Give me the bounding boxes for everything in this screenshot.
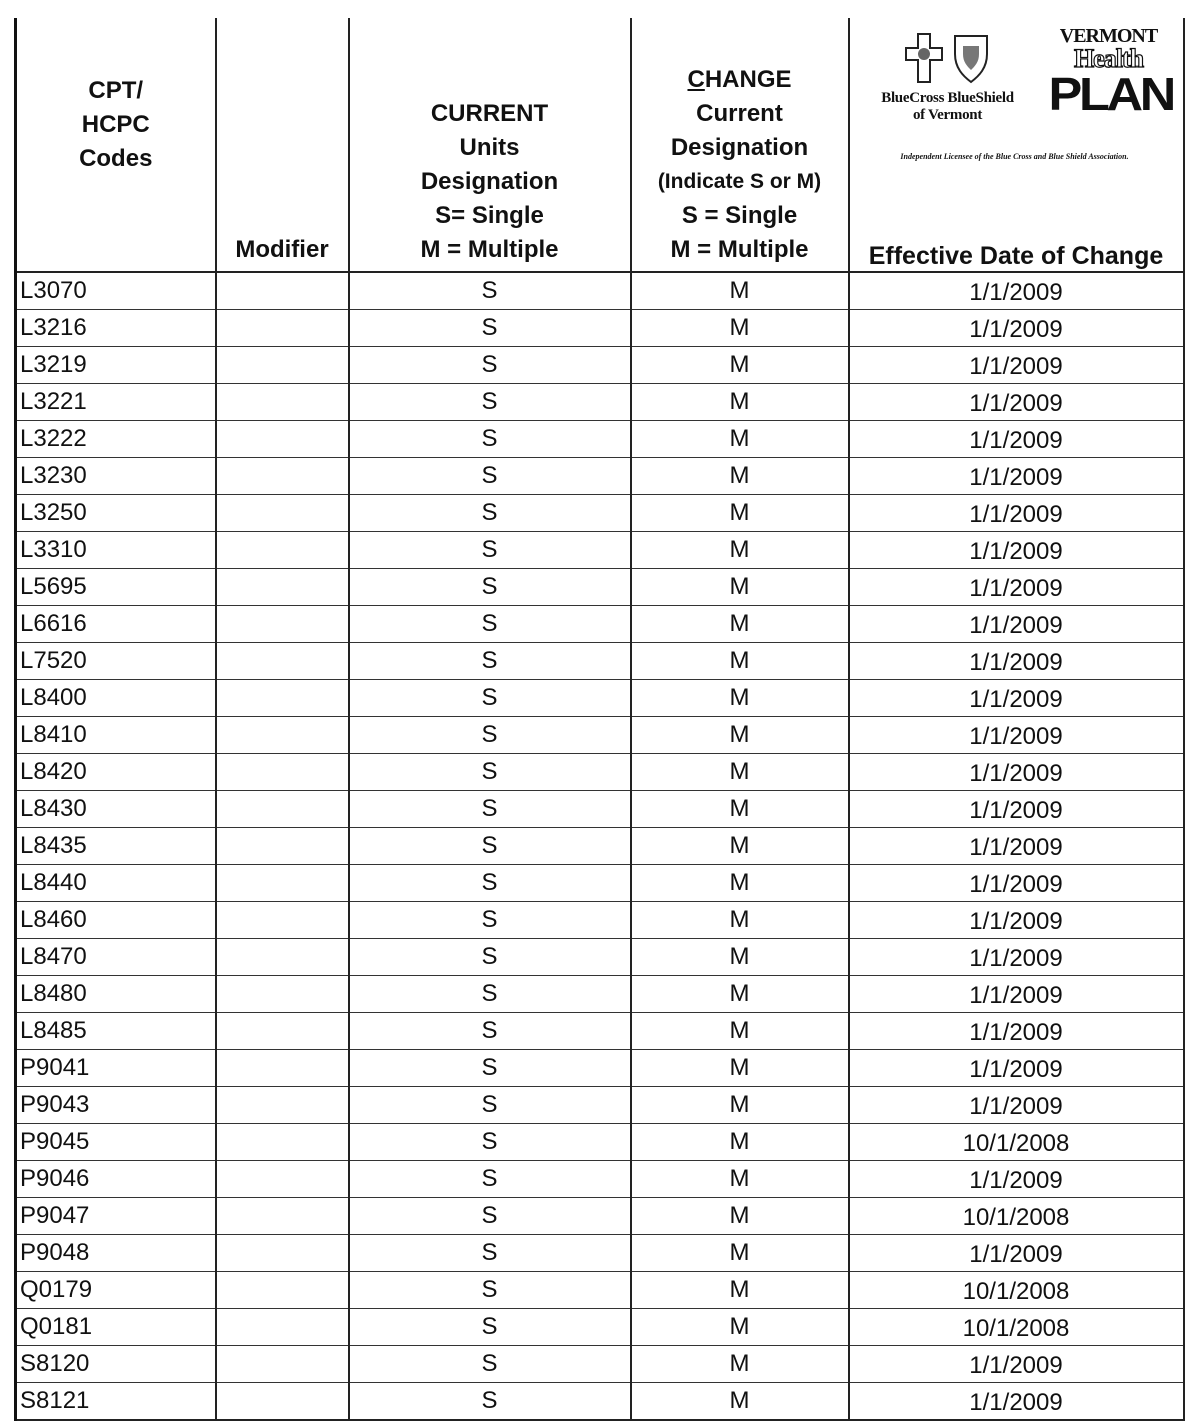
- current-designation-cell: S: [349, 1383, 631, 1421]
- table-row: [16, 717, 1184, 754]
- blue-shield-icon: [951, 32, 991, 84]
- code-cell: L8485: [16, 1013, 216, 1050]
- change-header-line: M = Multiple: [670, 236, 809, 263]
- current-designation-cell: S: [349, 1309, 631, 1346]
- effective-date-cell: 1/1/2009: [849, 1050, 1184, 1087]
- current-header-line: S= Single: [435, 202, 544, 229]
- effective-date-cell: 1/1/2009: [849, 458, 1184, 495]
- change-designation-cell: M: [631, 532, 849, 569]
- modifier-cell: [216, 569, 349, 606]
- code-cell: L3222: [16, 421, 216, 458]
- code-cell: L3310: [16, 532, 216, 569]
- code-cell: P9045: [16, 1124, 216, 1161]
- header-row: [16, 18, 1184, 272]
- code-cell: L8440: [16, 865, 216, 902]
- modifier-cell: [216, 680, 349, 717]
- table-row: [16, 347, 1184, 384]
- effective-date-cell: 1/1/2009: [849, 754, 1184, 791]
- modifier-cell: [216, 458, 349, 495]
- effective-date-cell: 1/1/2009: [849, 569, 1184, 606]
- modifier-cell: [216, 1383, 349, 1421]
- table-row: [16, 791, 1184, 828]
- modifier-cell: [216, 384, 349, 421]
- code-column-header: [16, 18, 216, 272]
- code-cell: L8435: [16, 828, 216, 865]
- table-row: [16, 310, 1184, 347]
- table-row: [16, 939, 1184, 976]
- licensee-statement: Independent Licensee of the Blue Cross and Blue Shield Association.: [900, 152, 1129, 161]
- modifier-cell: [216, 1346, 349, 1383]
- insurer-logos: [856, 26, 1174, 176]
- table-row: [16, 754, 1184, 791]
- effective-date-cell: 10/1/2008: [849, 1198, 1184, 1235]
- unit-designation-table-wrap: [14, 18, 1182, 1416]
- code-cell: L8400: [16, 680, 216, 717]
- effective-date-cell: 1/1/2009: [849, 606, 1184, 643]
- table-row: [16, 569, 1184, 606]
- change-designation-cell: M: [631, 569, 849, 606]
- change-designation-cell: M: [631, 828, 849, 865]
- current-designation-cell: S: [349, 606, 631, 643]
- effective-date-cell: 1/1/2009: [849, 272, 1184, 310]
- modifier-cell: [216, 310, 349, 347]
- table-row: [16, 1346, 1184, 1383]
- code-cell: L3230: [16, 458, 216, 495]
- modifier-header-label: Modifier: [235, 236, 329, 263]
- effective-date-cell: 1/1/2009: [849, 865, 1184, 902]
- current-designation-cell: S: [349, 717, 631, 754]
- table-row: [16, 384, 1184, 421]
- effective-date-cell: 1/1/2009: [849, 976, 1184, 1013]
- change-header-line: Current: [696, 100, 783, 127]
- modifier-cell: [216, 347, 349, 384]
- effective-date-cell: 1/1/2009: [849, 1383, 1184, 1421]
- bcbs-logo: [868, 32, 1028, 142]
- current-designation-cell: S: [349, 532, 631, 569]
- change-designation-cell: M: [631, 939, 849, 976]
- current-designation-cell: S: [349, 865, 631, 902]
- bcbs-symbols: [868, 32, 1028, 90]
- table-body: [16, 272, 1184, 1420]
- modifier-cell: [216, 1272, 349, 1309]
- modifier-cell: [216, 421, 349, 458]
- current-designation-cell: S: [349, 1087, 631, 1124]
- vermont-health-plan-logo: [1048, 25, 1173, 144]
- blue-cross-icon: [904, 32, 944, 84]
- change-designation-cell: M: [631, 458, 849, 495]
- modifier-cell: [216, 1124, 349, 1161]
- modifier-column-header: [216, 18, 349, 272]
- change-header-line: Designation: [670, 134, 809, 161]
- table-row: [16, 272, 1184, 310]
- effective-date-cell: 10/1/2008: [849, 1309, 1184, 1346]
- code-cell: P9047: [16, 1198, 216, 1235]
- table-row: [16, 643, 1184, 680]
- current-designation-cell: S: [349, 643, 631, 680]
- modifier-cell: [216, 272, 349, 310]
- effective-date-cell: 10/1/2008: [849, 1124, 1184, 1161]
- table-row: [16, 1124, 1184, 1161]
- table-row: [16, 1198, 1184, 1235]
- change-designation-cell: M: [631, 310, 849, 347]
- code-header-line: HCPC: [81, 110, 150, 138]
- current-designation-cell: S: [349, 828, 631, 865]
- modifier-cell: [216, 532, 349, 569]
- current-designation-cell: S: [349, 495, 631, 532]
- current-designation-cell: S: [349, 272, 631, 310]
- change-designation-cell: M: [631, 421, 849, 458]
- code-cell: L7520: [16, 643, 216, 680]
- code-cell: L5695: [16, 569, 216, 606]
- effective-date-cell: 1/1/2009: [849, 532, 1184, 569]
- code-cell: L8470: [16, 939, 216, 976]
- effective-date-cell: 1/1/2009: [849, 680, 1184, 717]
- change-designation-cell: M: [631, 1309, 849, 1346]
- change-underlined-letter: C: [687, 66, 705, 93]
- code-cell: L8480: [16, 976, 216, 1013]
- effective-date-cell: 1/1/2009: [849, 384, 1184, 421]
- vhp-health-word: Health: [1073, 44, 1144, 73]
- change-designation-cell: M: [631, 680, 849, 717]
- effective-date-cell: 1/1/2009: [849, 310, 1184, 347]
- modifier-cell: [216, 717, 349, 754]
- code-cell: Q0181: [16, 1309, 216, 1346]
- change-designation-cell: M: [631, 495, 849, 532]
- change-designation-cell: M: [631, 1087, 849, 1124]
- vhp-vermont-word: VERMONT: [1059, 25, 1158, 47]
- table-row: [16, 902, 1184, 939]
- table-row: [16, 1013, 1184, 1050]
- current-designation-cell: S: [349, 347, 631, 384]
- table-row: [16, 1383, 1184, 1421]
- modifier-cell: [216, 1198, 349, 1235]
- effective-date-cell: 1/1/2009: [849, 1161, 1184, 1198]
- change-designation-cell: M: [631, 1013, 849, 1050]
- effective-date-cell: 1/1/2009: [849, 717, 1184, 754]
- current-header-line: M = Multiple: [420, 236, 559, 263]
- change-designation-cell: M: [631, 1235, 849, 1272]
- effective-date-cell: 1/1/2009: [849, 1235, 1184, 1272]
- table-row: [16, 1235, 1184, 1272]
- table-row: [16, 976, 1184, 1013]
- table-row: [16, 606, 1184, 643]
- effective-date-cell: 1/1/2009: [849, 347, 1184, 384]
- code-cell: L3070: [16, 272, 216, 310]
- table-row: [16, 828, 1184, 865]
- change-designation-cell: M: [631, 384, 849, 421]
- change-designation-cell: M: [631, 643, 849, 680]
- current-header-line: Units: [459, 134, 520, 161]
- table-row: [16, 421, 1184, 458]
- current-designation-cell: S: [349, 680, 631, 717]
- effective-date-cell: 1/1/2009: [849, 828, 1184, 865]
- code-cell: L3221: [16, 384, 216, 421]
- code-cell: P9041: [16, 1050, 216, 1087]
- modifier-cell: [216, 1050, 349, 1087]
- change-designation-cell: M: [631, 754, 849, 791]
- current-designation-column-header: [349, 18, 631, 272]
- modifier-cell: [216, 1161, 349, 1198]
- effective-date-cell: 1/1/2009: [849, 1013, 1184, 1050]
- effective-date-cell: 1/1/2009: [849, 1346, 1184, 1383]
- current-designation-cell: S: [349, 1050, 631, 1087]
- effective-date-cell: 1/1/2009: [849, 791, 1184, 828]
- code-cell: S8121: [16, 1383, 216, 1421]
- current-designation-cell: S: [349, 384, 631, 421]
- change-designation-cell: M: [631, 272, 849, 310]
- table-row: [16, 1309, 1184, 1346]
- current-designation-cell: S: [349, 1161, 631, 1198]
- current-designation-cell: S: [349, 569, 631, 606]
- unit-designation-table: [14, 18, 1185, 1421]
- modifier-cell: [216, 495, 349, 532]
- change-designation-cell: M: [631, 865, 849, 902]
- code-cell: L8430: [16, 791, 216, 828]
- modifier-cell: [216, 606, 349, 643]
- table-row: [16, 1050, 1184, 1087]
- current-designation-cell: S: [349, 939, 631, 976]
- table-row: [16, 1272, 1184, 1309]
- effective-date-cell: 1/1/2009: [849, 421, 1184, 458]
- change-designation-cell: M: [631, 1161, 849, 1198]
- modifier-cell: [216, 791, 349, 828]
- change-designation-cell: M: [631, 1383, 849, 1421]
- current-designation-cell: S: [349, 421, 631, 458]
- code-cell: Q0179: [16, 1272, 216, 1309]
- bcbs-name-line: of Vermont: [912, 107, 983, 123]
- current-designation-cell: S: [349, 1235, 631, 1272]
- modifier-cell: [216, 754, 349, 791]
- change-designation-cell: M: [631, 1346, 849, 1383]
- table-row: [16, 680, 1184, 717]
- modifier-cell: [216, 828, 349, 865]
- current-designation-cell: S: [349, 1124, 631, 1161]
- current-designation-cell: S: [349, 1272, 631, 1309]
- current-designation-cell: S: [349, 976, 631, 1013]
- modifier-cell: [216, 902, 349, 939]
- effective-date-cell: 10/1/2008: [849, 1272, 1184, 1309]
- current-designation-cell: S: [349, 1013, 631, 1050]
- change-designation-cell: M: [631, 791, 849, 828]
- code-cell: L6616: [16, 606, 216, 643]
- table-row: [16, 495, 1184, 532]
- table-row: [16, 532, 1184, 569]
- current-designation-cell: S: [349, 754, 631, 791]
- change-designation-cell: M: [631, 347, 849, 384]
- code-cell: L8410: [16, 717, 216, 754]
- code-cell: S8120: [16, 1346, 216, 1383]
- change-designation-cell: M: [631, 606, 849, 643]
- code-cell: L8460: [16, 902, 216, 939]
- change-designation-cell: M: [631, 1124, 849, 1161]
- code-cell: P9046: [16, 1161, 216, 1198]
- change-header-line: (Indicate S or M): [657, 170, 822, 193]
- table-row: [16, 458, 1184, 495]
- modifier-cell: [216, 1013, 349, 1050]
- code-cell: L3250: [16, 495, 216, 532]
- vhp-plan-word: PLAN: [1048, 68, 1173, 120]
- current-designation-cell: S: [349, 902, 631, 939]
- change-designation-cell: M: [631, 717, 849, 754]
- change-designation-cell: M: [631, 1050, 849, 1087]
- change-designation-column-header: [631, 18, 849, 272]
- effective-date-cell: 1/1/2009: [849, 1087, 1184, 1124]
- code-cell: L3216: [16, 310, 216, 347]
- change-designation-cell: M: [631, 1272, 849, 1309]
- modifier-cell: [216, 1309, 349, 1346]
- table-row: [16, 865, 1184, 902]
- current-designation-cell: S: [349, 1198, 631, 1235]
- table-header: [16, 18, 1184, 272]
- effective-date-column-header: [849, 18, 1184, 272]
- modifier-cell: [216, 865, 349, 902]
- code-header-line: Codes: [79, 144, 153, 172]
- bcbs-name-line: BlueCross BlueShield: [881, 90, 1014, 106]
- change-designation-cell: M: [631, 902, 849, 939]
- effective-date-header-label: Effective Date of Change: [868, 242, 1164, 270]
- code-header-line: CPT/: [88, 76, 144, 104]
- modifier-cell: [216, 1087, 349, 1124]
- change-header-rest: HANGE: [704, 66, 792, 93]
- table-row: [16, 1087, 1184, 1124]
- effective-date-cell: 1/1/2009: [849, 643, 1184, 680]
- change-header-line: S = Single: [681, 202, 798, 229]
- current-designation-cell: S: [349, 791, 631, 828]
- table-row: [16, 1161, 1184, 1198]
- change-designation-cell: M: [631, 976, 849, 1013]
- change-designation-cell: M: [631, 1198, 849, 1235]
- effective-date-cell: 1/1/2009: [849, 495, 1184, 532]
- code-cell: L3219: [16, 347, 216, 384]
- code-cell: L8420: [16, 754, 216, 791]
- current-designation-cell: S: [349, 1346, 631, 1383]
- code-cell: P9043: [16, 1087, 216, 1124]
- modifier-cell: [216, 939, 349, 976]
- current-designation-cell: S: [349, 310, 631, 347]
- modifier-cell: [216, 1235, 349, 1272]
- modifier-cell: [216, 976, 349, 1013]
- effective-date-cell: 1/1/2009: [849, 939, 1184, 976]
- current-header-line: CURRENT: [430, 100, 549, 127]
- current-designation-cell: S: [349, 458, 631, 495]
- current-header-line: Designation: [420, 168, 559, 195]
- change-header-title: [636, 63, 844, 97]
- effective-date-cell: 1/1/2009: [849, 902, 1184, 939]
- modifier-cell: [216, 643, 349, 680]
- code-cell: P9048: [16, 1235, 216, 1272]
